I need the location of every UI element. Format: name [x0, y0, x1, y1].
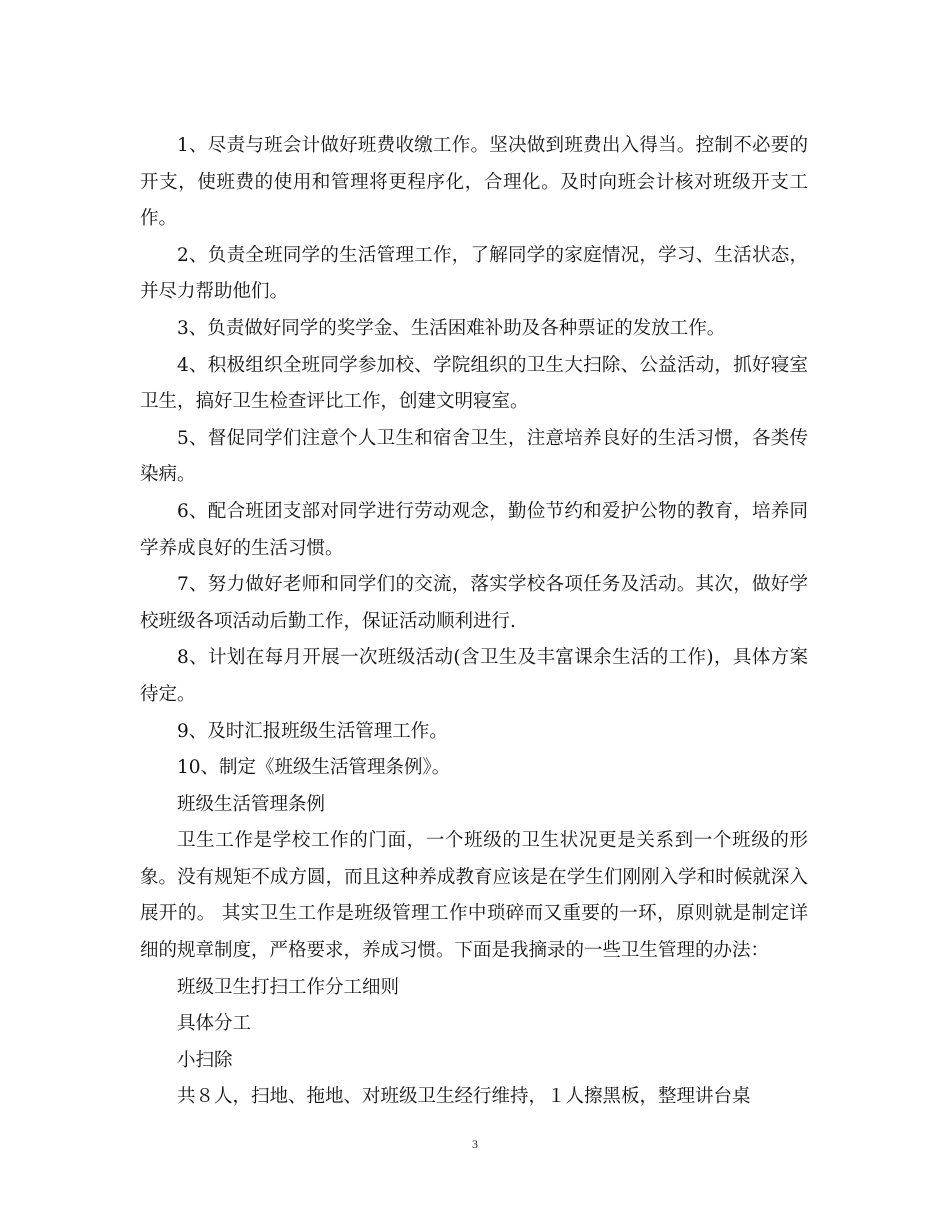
- duty-item-9: 9、及时汇报班级生活管理工作。: [177, 720, 448, 742]
- duty-item-2: 2、负责全班同学的生活管理工作，了解同学的家庭情况，学习、生活状态，并尽力帮助他们。: [140, 244, 808, 303]
- document-body: [140, 128, 808, 1116]
- duty-item-4: 4、积极组织全班同学参加校、学院组织的卫生大扫除、公益活动，抓好寝室卫生，搞好卫生检查评比工作，创建文明寝室。: [140, 354, 808, 413]
- section-heading-regulations: 班级生活管理条例: [177, 793, 326, 815]
- duty-item-6: 6、配合班团支部对同学进行劳动观念，勤俭节约和爱护公物的教育，培养同学养成良好的生活习惯。: [140, 500, 808, 559]
- duty-item-1: 1、尽责与班会计做好班费收缴工作。坚决做到班费出入得当。控制不必要的开支，使班费的使用和管理将更程序化，合理化。及时向班会计核对班级开支工作。: [140, 135, 808, 230]
- small-cleaning-detail: 共８人，扫地、拖地、对班级卫生经行维持，１人擦黑板，整理讲台桌: [177, 1086, 751, 1108]
- duty-item-10: 10、制定《班级生活管理条例》。: [177, 757, 451, 779]
- hygiene-intro-paragraph: 卫生工作是学校工作的门面，一个班级的卫生状况更是关系到一个班级的形象。没有规矩不成方圆，而且这种养成教育应该是在学生们刚刚入学和时候就深入展开的。 其实卫生工作是班级管理工作中琐碎而又重要的一环，原则就是制定详细的规章制度，严格要求，养成习惯。下面是我摘录的一些卫生管理的办法：: [140, 830, 808, 962]
- duty-item-7: 7、努力做好老师和同学们的交流，落实学校各项任务及活动。其次，做好学校班级各项活动后勤工作，保证活动顺利进行.: [140, 574, 808, 632]
- duty-item-3: 3、负责做好同学的奖学金、生活困难补助及各种票证的发放工作。: [177, 317, 726, 339]
- duty-item-8: 8、计划在每月开展一次班级活动(含卫生及丰富课余生活的工作)，具体方案待定。: [140, 647, 808, 705]
- subheading-division-of-labor: 具体分工: [177, 1013, 252, 1035]
- section-heading-cleaning-rules: 班级卫生打扫工作分工细则: [177, 976, 400, 998]
- page-number: 3: [472, 1137, 478, 1151]
- subheading-small-cleaning: 小扫除: [177, 1049, 233, 1071]
- duty-item-5: 5、督促同学们注意个人卫生和宿舍卫生，注意培养良好的生活习惯，各类传染病。: [140, 427, 808, 486]
